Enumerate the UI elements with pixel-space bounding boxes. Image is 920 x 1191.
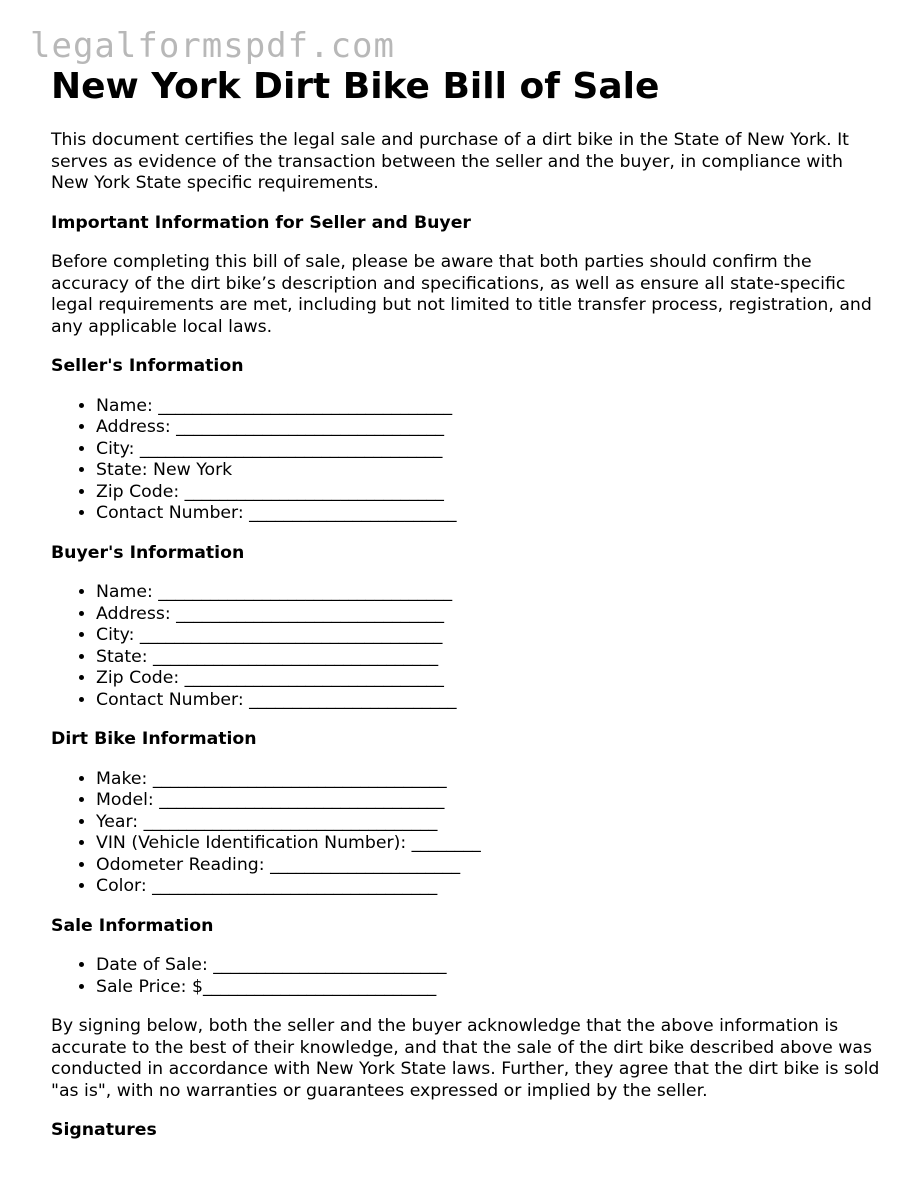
acknowledgement-paragraph: By signing below, both the seller and the buyer acknowledge that the above information is accurate to the best of their knowledge, and that the sale of the dirt bike described above was conducted in accordance with New York State laws. Further, they agree that the dirt bike is sold "as is", with no warranties or guarantees expressed or implied by the seller. <box>51 1016 880 1101</box>
document-title: New York Dirt Bike Bill of Sale <box>51 66 660 107</box>
seller-zip-field: • Zip Code: ______________________________ <box>96 482 881 504</box>
intro-paragraph: This document certifies the legal sale and purchase of a dirt bike in the State of New York. It serves as evidence of the transaction between the seller and the buyer, in compliance with New York State specific requirements. <box>51 130 849 193</box>
document-page <box>51 64 881 1142</box>
seller-contact-field: • Contact Number: ________________________ <box>96 503 881 525</box>
bike-info-heading: Dirt Bike Information <box>51 729 257 749</box>
buyer-address-field: • Address: _______________________________ <box>96 604 881 626</box>
bike-year-field: • Year: __________________________________ <box>96 812 881 834</box>
buyer-info-heading: Buyer's Information <box>51 542 245 563</box>
sale-date-field: • Date of Sale: ___________________________ <box>96 955 881 977</box>
buyer-city-field: • City: ___________________________________ <box>96 625 881 647</box>
seller-address-field: • Address: _______________________________ <box>96 417 881 439</box>
sale-info-heading: Sale Information <box>51 915 214 936</box>
bike-model-field: • Model: _________________________________ <box>96 790 881 812</box>
sale-info-list <box>51 955 881 998</box>
important-info-text: Before completing this bill of sale, please be aware that both parties should confirm the accuracy of the dirt bike’s description and specifications, as well as ensure all state-specific legal requirements are met, including but not limited to title transfer process, registration, and any applicable local laws. <box>51 252 872 337</box>
sale-price-field: • Sale Price: $___________________________ <box>96 977 881 999</box>
bike-vin-field: • VIN (Vehicle Identification Number): ________ <box>96 833 881 855</box>
bike-color-field: • Color: _________________________________ <box>96 876 881 898</box>
bike-info-list <box>51 769 881 898</box>
signatures-heading: Signatures <box>51 1120 157 1140</box>
seller-city-field: • City: ___________________________________ <box>96 439 881 461</box>
buyer-info-list <box>51 582 881 711</box>
bike-make-field: • Make: __________________________________ <box>96 769 881 791</box>
seller-info-list <box>51 396 881 525</box>
buyer-state-field: • State: _________________________________ <box>96 647 881 669</box>
seller-name-field: • Name: __________________________________ <box>96 396 881 418</box>
bike-odometer-field: • Odometer Reading: ______________________ <box>96 855 881 877</box>
buyer-name-field: • Name: __________________________________ <box>96 582 881 604</box>
important-info-heading: Important Information for Seller and Buyer <box>51 212 471 233</box>
seller-info-heading: Seller's Information <box>51 356 244 376</box>
buyer-zip-field: • Zip Code: ______________________________ <box>96 668 881 690</box>
seller-state-field: • State: New York <box>96 460 881 482</box>
watermark: legalformspdf.com <box>30 26 395 66</box>
buyer-contact-field: • Contact Number: ________________________ <box>96 690 881 712</box>
